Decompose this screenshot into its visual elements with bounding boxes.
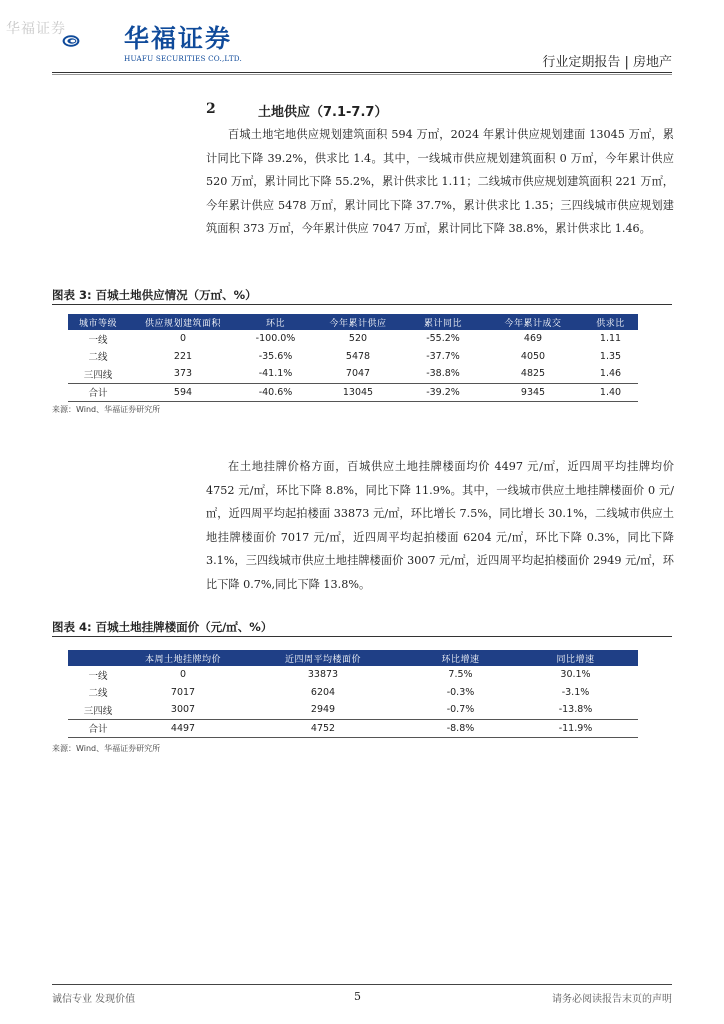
- table-cell: -3.1%: [561, 686, 590, 698]
- table-row: [68, 365, 638, 383]
- header-divider-thin: [52, 74, 672, 75]
- table-cell: 1.46: [599, 368, 622, 380]
- table-cell: 二线: [88, 688, 108, 700]
- table-cell: -0.3%: [446, 686, 475, 698]
- table-row: [68, 684, 638, 702]
- table-cell: 7017: [170, 686, 196, 698]
- table-cell: 1.35: [599, 350, 622, 362]
- table-cell: 1.40: [583, 383, 638, 402]
- table-cell: -41.1%: [258, 368, 293, 380]
- table-cell: 4825: [520, 368, 546, 380]
- table-cell: 一线: [88, 670, 108, 682]
- figure-4-rule: [52, 636, 672, 637]
- table-cell: 30.1%: [560, 669, 591, 681]
- header-ytd-supply: 今年累计供应: [313, 314, 403, 330]
- table-row: [68, 701, 638, 719]
- table-cell: 33873: [307, 669, 339, 681]
- footer-disclaimer: 请务必阅读报告末页的声明: [552, 994, 672, 1005]
- table-cell: 6204: [310, 686, 336, 698]
- table-cell: 7.5%: [448, 669, 473, 681]
- header-blank: [68, 650, 128, 666]
- figure-3-source: 来源：Wind、华福证券研究所: [52, 405, 161, 414]
- table-header-row: [68, 314, 638, 330]
- table-row: [68, 666, 638, 684]
- table-cell: 2949: [310, 704, 336, 716]
- table-cell: 三四线: [83, 705, 113, 717]
- table-cell: 二线: [88, 352, 108, 364]
- header-city-tier: 城市等级: [68, 314, 128, 330]
- table-cell: 469: [523, 333, 543, 345]
- table-cell: -38.8%: [426, 368, 460, 380]
- table-cell: 0: [179, 669, 187, 681]
- table-cell: 一线: [88, 334, 108, 346]
- paragraph-text: 在土地挂牌价格方面，百城供应土地挂牌楼面均价 4497 元/㎡，近四周平均挂牌均价 4752 元/㎡，环比下降 8.8%，同比下降 11.9%。其中，一线城市供应土地挂牌楼面价 0 元/㎡，近四周平均起拍楼面 33873 元/㎡，环比增长 7.5%，同比增长 30.1%，二线城市供应土地挂牌楼面价 7017 元/㎡，近四周平均起拍楼面 6204 元/㎡，环比下降 0.3%，同比下降 3.1%，三四线城市供应土地挂牌楼面价 3007 元/㎡，近四周平均起拍楼面价 2949 元/㎡，环比下降 0.7%,同比下降 13.8%。: [206, 460, 674, 591]
- header-mom: 环比: [238, 314, 313, 330]
- header-mom-growth: 环比增速: [408, 650, 513, 666]
- land-supply-table: [68, 314, 638, 402]
- header-ytd-transaction: 今年累计成交: [483, 314, 583, 330]
- section-title: 土地供应（7.1-7.7）: [258, 105, 388, 120]
- table-cell: -100.0%: [255, 333, 296, 345]
- header-ytd-yoy: 累计同比: [403, 314, 483, 330]
- logo-english-name: HUAFU SECURITIES CO.,LTD.: [124, 54, 243, 63]
- table-total-row: [68, 719, 638, 738]
- report-type-label: 行业定期报告 | 房地产: [542, 55, 672, 70]
- figure-3-title: 图表 3: 百城土地供应情况（万㎡、%）: [52, 288, 257, 302]
- footer-divider: [52, 984, 672, 985]
- table-cell: 594: [128, 383, 238, 402]
- table-cell: 7047: [345, 368, 371, 380]
- table-cell: 4050: [520, 350, 546, 362]
- land-supply-paragraph: [206, 123, 674, 241]
- table-cell: 三四线: [83, 369, 113, 381]
- header-weekly-price: 本周土地挂牌均价: [128, 650, 238, 666]
- table-cell: -37.7%: [426, 350, 460, 362]
- header-divider: [52, 72, 672, 73]
- table-cell: 4497: [128, 719, 238, 738]
- table-row: [68, 348, 638, 366]
- table-cell: -13.8%: [558, 704, 593, 716]
- figure-4-source: 来源：Wind、华福证券研究所: [52, 744, 161, 753]
- table-cell: 221: [173, 350, 193, 362]
- table-total-row: [68, 383, 638, 402]
- header-four-week-avg: 近四周平均楼面价: [238, 650, 408, 666]
- table-cell: -8.8%: [408, 719, 513, 738]
- table-cell: 9345: [483, 383, 583, 402]
- company-logo-icon: [62, 18, 122, 64]
- footer-slogan: 诚信专业 发现价值: [52, 994, 136, 1005]
- table-cell: 5478: [345, 350, 371, 362]
- table-cell: 合计: [68, 383, 128, 402]
- header-yoy-growth: 同比增速: [513, 650, 638, 666]
- section-number: 2: [206, 101, 216, 117]
- land-price-paragraph: [206, 455, 674, 597]
- table-cell: 373: [173, 368, 193, 380]
- table-cell: 520: [348, 333, 368, 345]
- table-cell: -55.2%: [426, 333, 460, 345]
- watermark: 华福证券: [6, 21, 66, 37]
- land-price-table: [68, 650, 638, 738]
- table-cell: -11.9%: [513, 719, 638, 738]
- table-cell: 13045: [313, 383, 403, 402]
- figure-3-rule: [52, 304, 672, 305]
- logo-chinese-name: 华福证券: [124, 24, 233, 53]
- header-supply-demand-ratio: 供求比: [583, 314, 638, 330]
- table-cell: 4752: [238, 719, 408, 738]
- table-row: [68, 330, 638, 348]
- table-cell: 0: [179, 333, 187, 345]
- table-cell: 3007: [170, 704, 196, 716]
- table-cell: -35.6%: [258, 350, 293, 362]
- table-header-row: [68, 650, 638, 666]
- table-cell: -39.2%: [403, 383, 483, 402]
- table-cell: -0.7%: [446, 704, 475, 716]
- table-cell: -40.6%: [238, 383, 313, 402]
- figure-4-title: 图表 4: 百城土地挂牌楼面价（元/㎡、%）: [52, 620, 273, 634]
- paragraph-text: 百城土地宅地供应规划建筑面积 594 万㎡，2024 年累计供应规划建面 13045 万㎡，累计同比下降 39.2%，供求比 1.4。其中，一线城市供应规划建筑面积 0 万㎡，今年累计供应 520 万㎡，累计同比下降 55.2%，累计供求比 1.11；二线城市供应规划建筑面积 221 万㎡，今年累计供应 5478 万㎡，累计同比下降 37.7%，累计供求比 1.35；三四线城市供应规划建筑面积 373 万㎡，今年累计供应 7047 万㎡，累计同比下降 38.8%，累计供求比 1.46。: [206, 128, 674, 236]
- page-number: 5: [354, 990, 361, 1003]
- table-cell: 1.11: [599, 333, 622, 345]
- header-planned-area: 供应规划建筑面积: [128, 314, 238, 330]
- table-cell: 合计: [68, 719, 128, 738]
